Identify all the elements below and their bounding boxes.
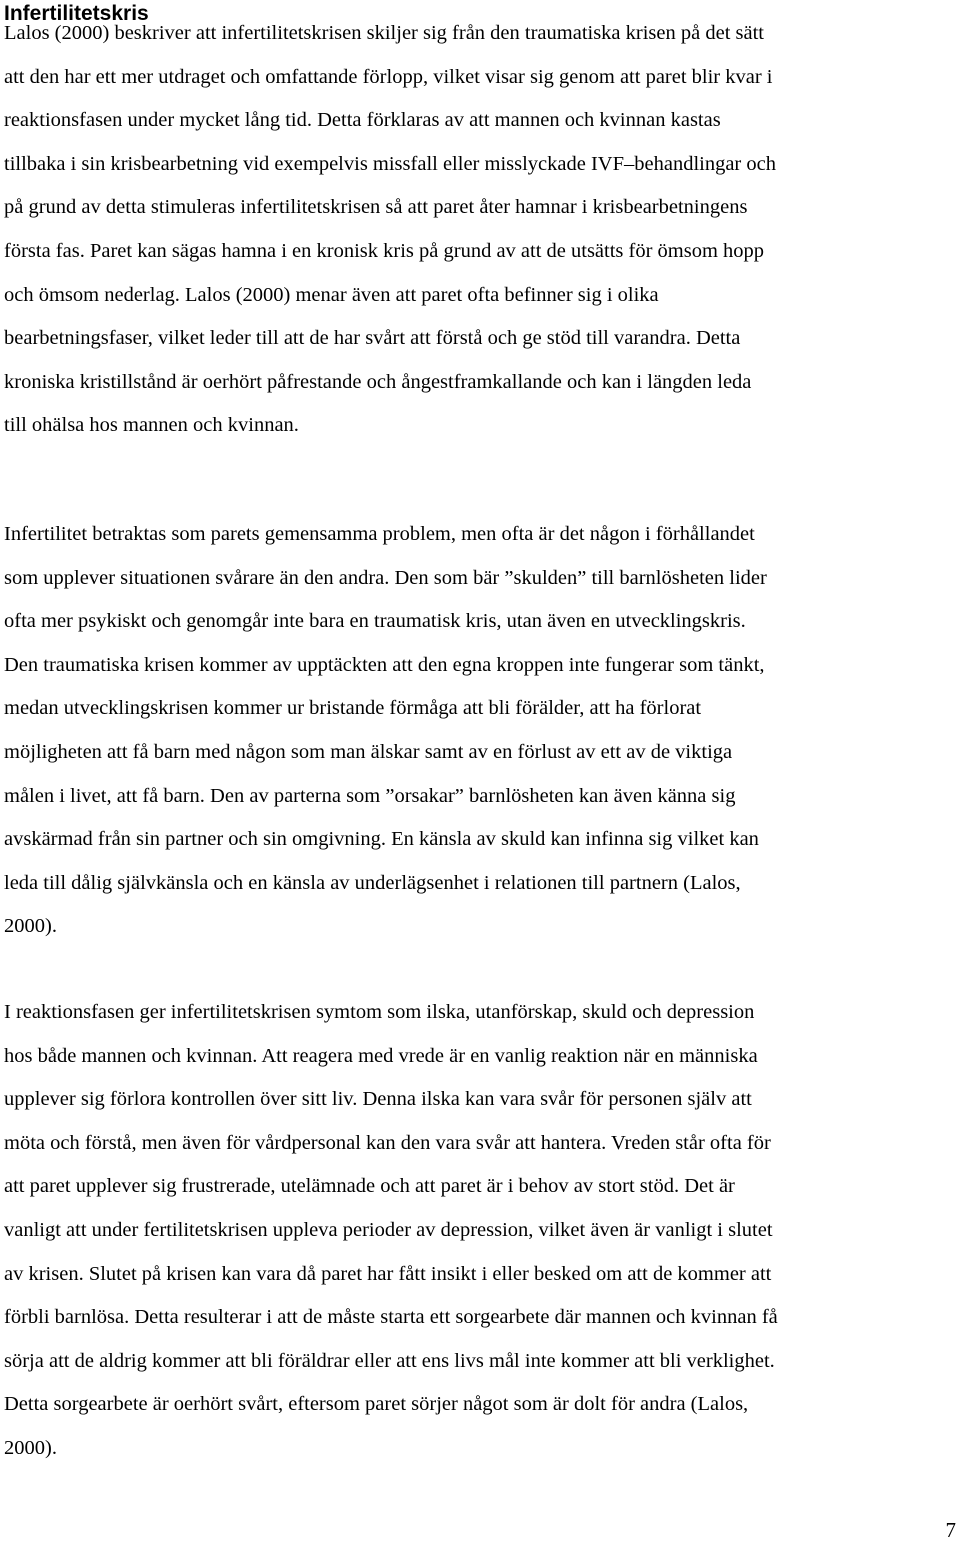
text-line: hos både mannen och kvinnan. Att reagera med vrede är en vanlig reaktion när en människa: [4, 1044, 758, 1067]
text-line: Detta sorgearbete är oerhört svårt, eftersom paret sörjer något som är dolt för andra (Lalos,: [4, 1393, 749, 1416]
text-line: förbli barnlösa. Detta resulterar i att de måste starta ett sorgearbete där mannen och kvinnan få: [4, 1306, 778, 1329]
text-line: att paret upplever sig frustrerade, utelämnade och att paret är i behov av stort stöd. Det är: [4, 1175, 735, 1198]
paragraph-2: [4, 513, 956, 949]
page-number: 7: [945, 1518, 956, 1542]
paragraph-1: [4, 12, 956, 448]
text-line: 2000).: [4, 915, 57, 938]
text-line: Den traumatiska krisen kommer av upptäckten att den egna kroppen inte fungerar som tänkt,: [4, 653, 765, 676]
text-line: I reaktionsfasen ger infertilitetskrisen symtom som ilska, utanförskap, skuld och depression: [4, 1001, 755, 1023]
section-heading: Infertilitetskris: [4, 2, 149, 25]
text-line: sörja att de aldrig kommer att bli föräldrar eller att ens livs mål inte kommer att bli verklighet.: [4, 1349, 775, 1372]
text-line: medan utvecklingskrisen kommer ur bristande förmåga att bli förälder, att ha förlorat: [4, 697, 702, 720]
text-line: vanligt att under fertilitetskrisen uppleva perioder av depression, vilket även är vanligt i slutet: [4, 1218, 773, 1241]
text-line: ofta mer psykiskt och genomgår inte bara en traumatisk kris, utan även en utvecklingskris.: [4, 610, 746, 633]
text-line: av krisen. Slutet på krisen kan vara då paret har fått insikt i eller besked om att de kommer att: [4, 1262, 772, 1285]
text-line: avskärmad från sin partner och sin omgivning. En känsla av skuld kan infinna sig vilket kan: [4, 828, 759, 851]
text-line: leda till dålig självkänsla och en känsla av underlägsenhet i relationen till partnern (Lalos,: [4, 871, 741, 894]
text-line: tillbaka i sin krisbearbetning vid exempelvis missfall eller misslyckade IVF–behandlingar och: [4, 152, 776, 175]
text-line: som upplever situationen svårare än den andra. Den som bär ”skulden” till barnlösheten lider: [4, 566, 767, 589]
text-line: och ömsom nederlag. Lalos (2000) menar även att paret ofta befinner sig i olika: [4, 283, 659, 306]
text-line: att den har ett mer utdraget och omfattande förlopp, vilket visar sig genom att paret blir kvar i: [4, 65, 773, 88]
text-line: till ohälsa hos mannen och kvinnan.: [4, 414, 299, 437]
text-line: bearbetningsfaser, vilket leder till att de har svårt att förstå och ge stöd till varandra. Detta: [4, 327, 741, 350]
text-line: Lalos (2000) beskriver att infertilitetskrisen skiljer sig från den traumatiska krisen på det sätt: [4, 22, 764, 44]
text-line: på grund av detta stimuleras infertilitetskrisen så att paret åter hamnar i krisbearbetningens: [4, 196, 748, 219]
paragraph-3: [4, 991, 956, 1471]
text-line: upplever sig förlora kontrollen över sitt liv. Denna ilska kan vara svår för personen själv att: [4, 1088, 752, 1111]
text-line: reaktionsfasen under mycket lång tid. Detta förklaras av att mannen och kvinnan kastas: [4, 109, 721, 132]
text-line: målen i livet, att få barn. Den av parterna som ”orsakar” barnlösheten kan även känna sig: [4, 784, 736, 807]
text-line: möta och förstå, men även för vårdpersonal kan den vara svår att hantera. Vreden står ofta för: [4, 1131, 771, 1154]
text-line: möjligheten att få barn med någon som man älskar samt av en förlust av ett av de viktiga: [4, 740, 733, 763]
text-line: kroniska kristillstånd är oerhört påfrestande och ångestframkallande och kan i längden leda: [4, 370, 752, 393]
text-line: första fas. Paret kan sägas hamna i en kronisk kris på grund av att de utsätts för ömsom hopp: [4, 239, 765, 262]
text-line: 2000).: [4, 1436, 57, 1459]
text-line: Infertilitet betraktas som parets gemensamma problem, men ofta är det någon i förhållandet: [4, 523, 755, 545]
